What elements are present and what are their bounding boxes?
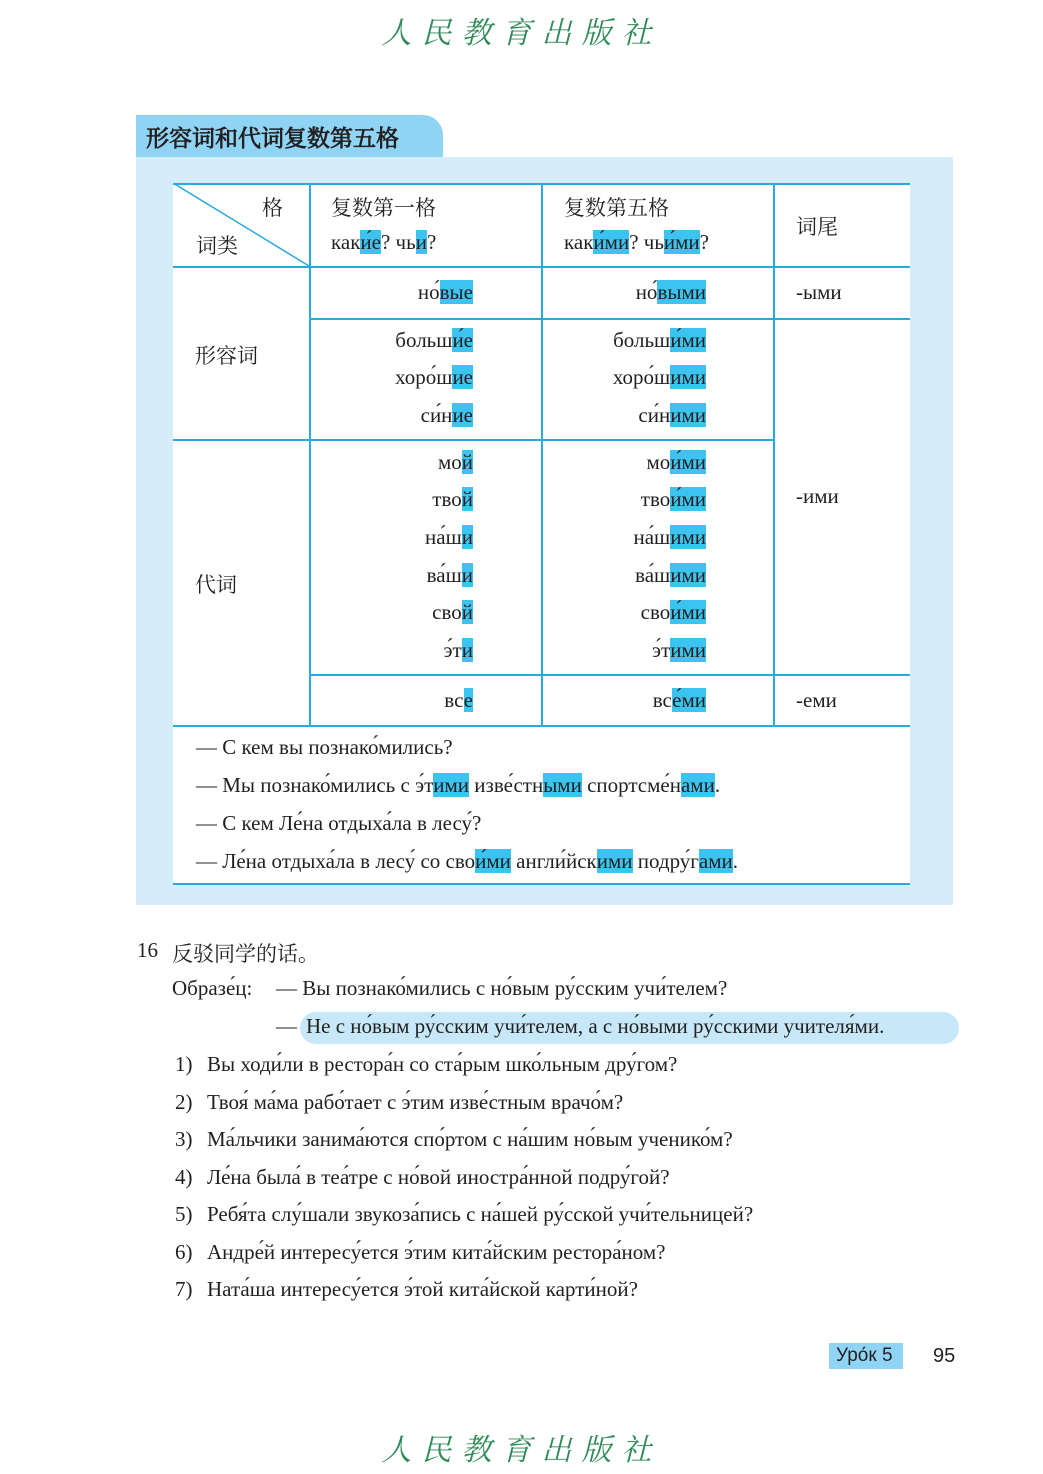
word-part: больш xyxy=(613,328,671,352)
word-part: ва́ш xyxy=(635,563,671,587)
exercise-item-text: Ребя́та слу́шали звукоза́пись с на́шей ру́сской учи́тельницей? xyxy=(207,1202,754,1226)
word-part: — С кем Ле́на отдыха́ла в лесу́? xyxy=(196,811,482,835)
word-part: тво xyxy=(640,487,671,511)
publisher-logo-top: 人民教育出版社 xyxy=(381,16,662,51)
highlighted-ending: вые xyxy=(439,280,473,304)
pronoun-label: 代词 xyxy=(195,573,237,597)
col3-title: 词尾 xyxy=(796,215,838,239)
page-number: 95 xyxy=(933,1345,956,1367)
pronoun-nom xyxy=(432,600,473,625)
pronoun-nom xyxy=(425,525,473,550)
word-part: на́ш xyxy=(425,525,462,549)
highlighted-ending: ими xyxy=(596,849,633,873)
ending-ymi: -ыми xyxy=(796,280,842,304)
adjective-instr xyxy=(613,365,706,390)
pronoun-nom xyxy=(438,450,473,475)
word-part: изве́стн xyxy=(469,773,544,797)
example-sentence xyxy=(196,811,481,836)
highlighted-ending: и́ми xyxy=(670,487,706,511)
exercise-item-number: 7) xyxy=(175,1277,193,1301)
highlighted-ending: й xyxy=(461,450,473,474)
highlighted-ending: и xyxy=(461,525,473,549)
pronoun-instr xyxy=(641,600,706,625)
exercise-item-number: 5) xyxy=(175,1202,193,1226)
word-part: мо xyxy=(646,450,671,474)
highlighted-ending: и́ми xyxy=(670,450,706,474)
exercise-item-number: 3) xyxy=(175,1127,193,1151)
adjective-instr xyxy=(638,403,706,428)
word-part: ва́ш xyxy=(426,563,462,587)
word-part: сво xyxy=(640,600,671,624)
lesson-label: Уро́к 5 xyxy=(836,1345,893,1366)
word-part: . xyxy=(732,849,739,873)
ending-imi: -ими xyxy=(796,484,839,508)
exercise-item-text: Ма́льчики занима́ются спо́ртом с на́шим но́вым ученико́м? xyxy=(207,1127,733,1151)
pronoun-nom xyxy=(432,487,473,512)
word-part: ? чь xyxy=(629,230,664,254)
word-part: ? xyxy=(426,230,437,254)
col2-title: 复数第五格 xyxy=(564,196,669,220)
pronoun-instr xyxy=(652,638,706,663)
highlighted-ending: ими xyxy=(670,403,706,427)
highlighted-ending: ами xyxy=(698,849,733,873)
word-part: — С кем вы познако́мились? xyxy=(196,735,453,759)
exercise-item-text: Ната́ша интересу́ется э́той кита́йской карти́ной? xyxy=(207,1277,638,1301)
highlighted-ending: и́ми xyxy=(670,328,706,352)
row1-nom xyxy=(418,280,473,305)
section-title: 形容词和代词复数第五格 xyxy=(146,126,399,151)
publisher-logo-bottom: 人民教育出版社 xyxy=(381,1433,662,1468)
exercise-item-text: Вы ходи́ли в рестора́н со ста́рым шко́льным дру́гом? xyxy=(207,1052,678,1076)
highlighted-ending: ами xyxy=(680,773,715,797)
adjective-nom xyxy=(395,365,473,390)
highlighted-ending: и xyxy=(415,230,427,254)
word-part: на́ш xyxy=(633,525,671,549)
word-part: э́т xyxy=(652,638,671,662)
sample-answer: Не с но́вым ру́сским учи́телем, а с но́выми ру́сскими учителя́ми. xyxy=(306,1014,885,1038)
highlighted-ending: и́ми xyxy=(475,849,511,873)
word-part: англи́йск xyxy=(510,849,597,873)
highlighted-ending: и xyxy=(461,563,473,587)
highlighted-ending: и xyxy=(461,638,473,662)
last-row-instr xyxy=(653,688,706,713)
adjective-instr xyxy=(613,328,706,353)
example-sentence xyxy=(196,735,453,760)
pronoun-nom xyxy=(427,563,473,588)
highlighted-ending: ими xyxy=(433,773,470,797)
pronoun-instr xyxy=(646,450,706,475)
highlighted-ending: ыми xyxy=(543,773,582,797)
diagonal-divider xyxy=(173,183,310,267)
highlighted-ending: е xyxy=(463,688,473,712)
word-part: хоро́ш xyxy=(612,365,671,389)
word-part: — Мы познако́мились с э́т xyxy=(196,773,434,797)
word-part: больш xyxy=(395,328,453,352)
exercise-title: 反驳同学的话。 xyxy=(172,942,319,966)
exercise-item-number: 6) xyxy=(175,1239,193,1264)
sample-dash: — xyxy=(276,1014,297,1038)
sample-question: — Вы познако́мились с но́вым ру́сским учи́телем? xyxy=(276,976,728,1000)
adjective-nom xyxy=(395,328,473,353)
word-part: сво xyxy=(432,600,462,624)
exercise-item-text: Ле́на была́ в теа́тре с но́вой иностра́нной подру́гой? xyxy=(207,1164,670,1189)
highlighted-ending: и́ми xyxy=(670,600,706,624)
exercise-item-text: Твоя́ ма́ма рабо́тает с э́тим изве́стным врачо́м? xyxy=(207,1089,624,1114)
highlighted-ending: й xyxy=(461,487,473,511)
pronoun-instr xyxy=(641,487,706,512)
exercise-item-number: 1) xyxy=(175,1052,193,1076)
highlighted-ending: ие xyxy=(452,365,473,389)
highlighted-ending: ими xyxy=(670,563,706,587)
word-part: как xyxy=(331,230,361,254)
highlighted-ending: и́ми xyxy=(663,230,700,254)
highlighted-ending: и́е xyxy=(452,328,473,352)
col1-question xyxy=(331,230,436,255)
word-part: мо xyxy=(437,450,462,474)
word-part: как xyxy=(564,230,594,254)
pronoun-instr xyxy=(635,563,706,588)
example-sentence xyxy=(196,773,720,798)
highlighted-ending: и́ми xyxy=(593,230,630,254)
word-part: но́ xyxy=(417,280,440,304)
highlighted-ending: ими xyxy=(670,638,706,662)
word-part: — Ле́на отдыха́ла в лесу́ со сво xyxy=(196,849,476,873)
exercise-item-number: 2) xyxy=(175,1089,193,1114)
pronoun-nom xyxy=(444,638,473,663)
highlighted-ending: й xyxy=(461,600,473,624)
highlighted-ending: ими xyxy=(670,365,706,389)
case-label: 格 xyxy=(262,196,283,220)
row1-instr xyxy=(636,280,706,305)
word-part: вс xyxy=(652,688,673,712)
pos-label: 词类 xyxy=(196,234,238,258)
col2-question xyxy=(564,230,709,255)
exercise-item-number: 4) xyxy=(175,1164,193,1189)
highlighted-ending: выми xyxy=(657,280,706,304)
word-part: спортсме́н xyxy=(581,773,681,797)
word-part: но́ xyxy=(635,280,658,304)
ending-emi: -еми xyxy=(796,688,837,712)
highlighted-ending: ие xyxy=(452,403,473,427)
word-part: тво xyxy=(432,487,462,511)
adjective-nom xyxy=(421,403,473,428)
highlighted-ending: е́ми xyxy=(672,688,706,712)
word-part: ? чь xyxy=(380,230,416,254)
example-sentence xyxy=(196,849,738,874)
pronoun-instr xyxy=(634,525,707,550)
word-part: э́т xyxy=(443,638,462,662)
word-part: . xyxy=(714,773,721,797)
word-part: хоро́ш xyxy=(395,365,453,389)
col1-title: 复数第一格 xyxy=(331,196,436,220)
exercise-number: 16 xyxy=(137,938,158,962)
last-row-nom xyxy=(444,688,473,713)
sample-label: Образе́ц: xyxy=(172,976,253,1000)
highlighted-ending: и́е xyxy=(360,230,381,254)
word-part: си́н xyxy=(638,403,671,427)
exercise-item-text: Андре́й интересу́ется э́тим кита́йским рестора́ном? xyxy=(207,1239,666,1264)
adjective-label: 形容词 xyxy=(195,344,258,368)
word-part: вс xyxy=(444,688,464,712)
word-part: подру́г xyxy=(632,849,699,873)
word-part: ? xyxy=(699,230,709,254)
highlighted-ending: ими xyxy=(670,525,706,549)
word-part: си́н xyxy=(420,403,453,427)
